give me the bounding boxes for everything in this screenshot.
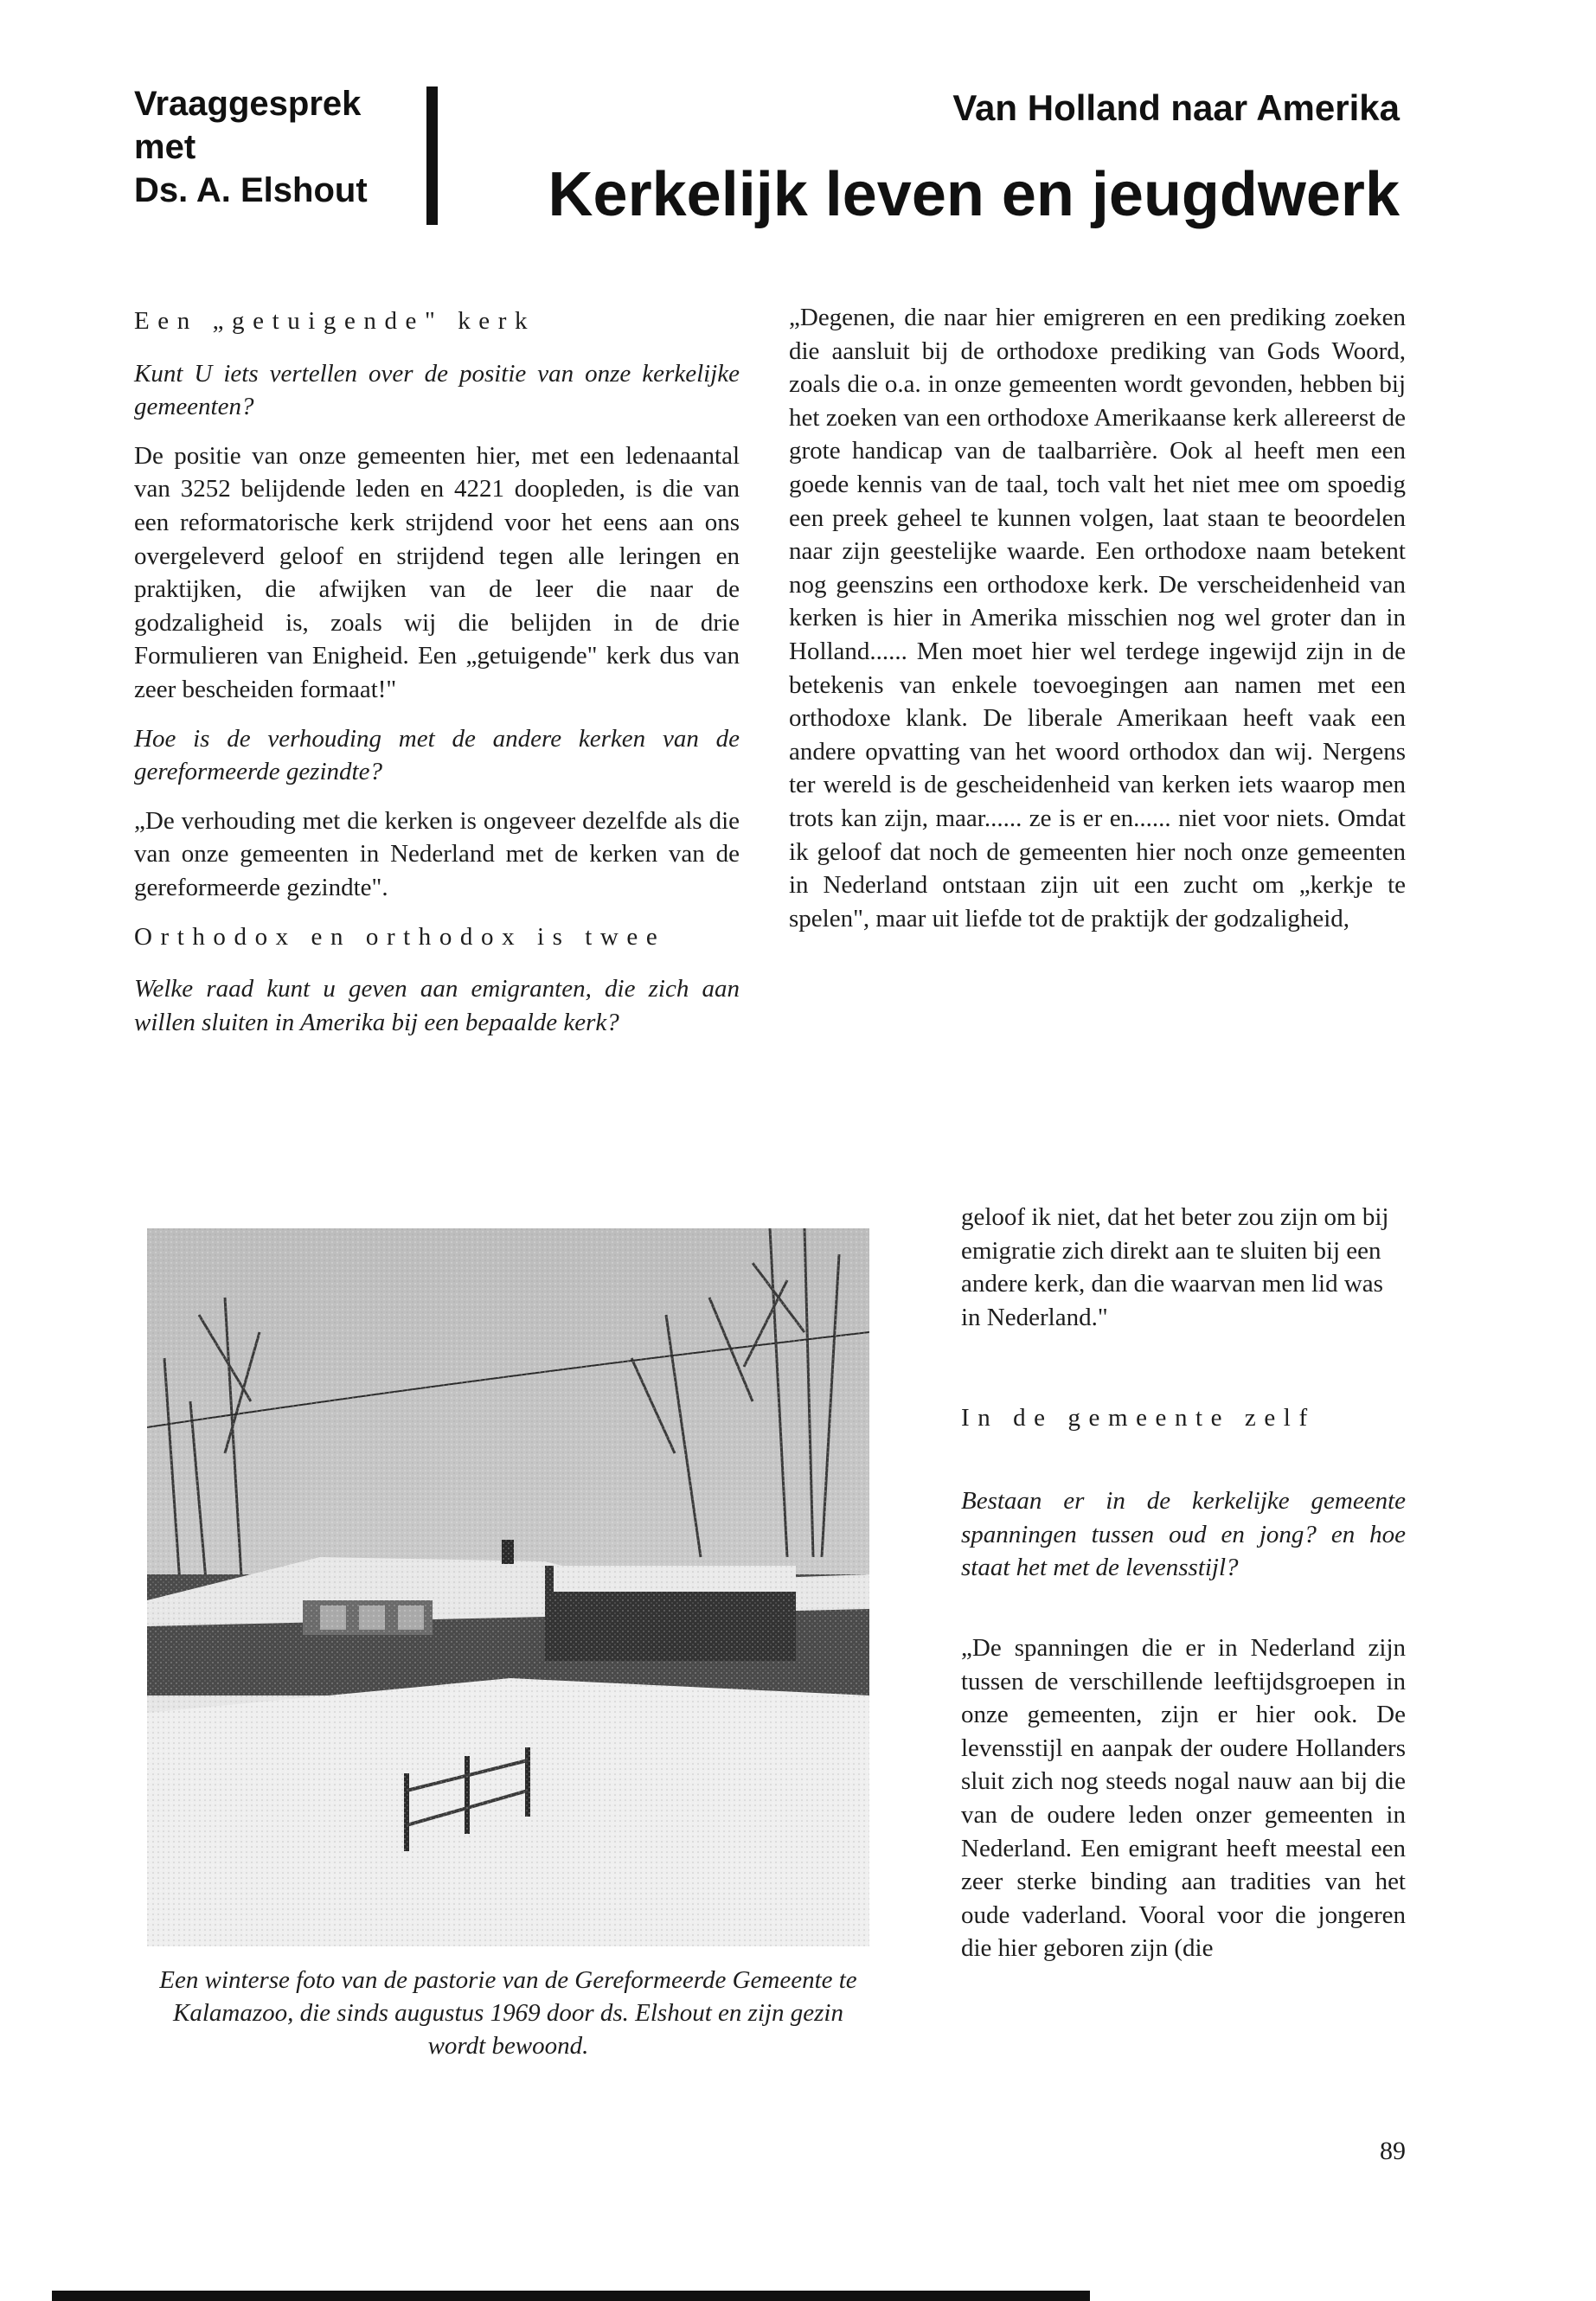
right-column	[789, 301, 1406, 935]
interview-label-line: met	[134, 128, 196, 166]
interview-answer: De positie van onze gemeenten hier, met een ledenaantal van 3252 belijdende leden en 4221 doopleden, is die van een reformatorische kerk strijdend voor het eens aan ons overgeleverd geloof en strijdend tegen alle leringen en praktijken, die afwijken van de leer die naar de godzaligheid is, zoals wij die belijden in de drie Formulieren van Enigheid. Een „getuigende" kerk dus van zeer bescheiden formaat!"	[134, 441, 740, 703]
photo-caption: Een winterse foto van de pastorie van de Gereformeerde Gemeente te Kalamazoo, die sinds augustus 1969 door ds. Elshout en zijn gezin wordt bewoond.	[159, 1966, 857, 2060]
interview-label-line: Vraaggesprek	[134, 85, 362, 123]
page-number: 89	[1380, 2137, 1406, 2165]
parsonage-photo	[147, 1228, 869, 1946]
article-title: Kerkelijk leven en jeugdwerk	[548, 160, 1400, 229]
section-heading: Orthodox en orthodox is twee	[134, 922, 666, 951]
answer-continuation: geloof ik niet, dat het beter zou zijn om bij emigratie zich direkt aan te sluiten bij een andere kerk, dan die waarvan men lid was in Nederland."	[961, 1203, 1389, 1331]
interview-label	[134, 82, 402, 212]
interview-question: Welke raad kunt u geven aan emigranten, die zich aan willen sluiten in Amerika bij een bepaalde kerk?	[134, 975, 740, 1036]
interview-answer: „De verhouding met die kerken is ongeveer dezelfde als die van onze gemeenten in Nederland met de kerken van de gereformeerde gezindte".	[134, 806, 740, 901]
section-heading: Een „getuigende" kerk	[134, 307, 536, 335]
left-column	[134, 304, 740, 1054]
winter-house-photo	[147, 1228, 869, 1946]
section-heading: In de gemeente zelf	[961, 1404, 1316, 1432]
article-kicker: Van Holland naar Amerika	[952, 87, 1400, 128]
header-divider	[426, 87, 438, 225]
scan-edge-bar	[52, 2291, 1090, 2301]
interview-question: Hoe is de verhouding met de andere kerken van de gereformeerde gezindte?	[134, 724, 740, 786]
interview-answer: „Degenen, die naar hier emigreren en een prediking zoeken die aansluit bij de orthodoxe prediking van Gods Woord, zoals die o.a. in onze gemeenten wordt gevonden, hebben bij het zoeken van een orthodoxe Amerikaanse kerk allereerst de grote handicap van de taalbarrière. Ook al heeft men een goede kennis van de taal, toch valt het niet mee om spoedig een preek geheel te kunnen volgen, laat staan te beoordelen naar zijn geestelijke waarde. Een orthodoxe naam betekent nog geenszins een orthodoxe kerk. De verscheidenheid van kerken is hier in Amerika misschien nog wel groter dan in Holland...... Men moet hier wel terdege ingewijd zijn in de betekenis van enkele toevoegingen aan namen met een orthodoxe klank. De liberale Amerikaan heeft vaak een andere opvatting van het woord orthodox dan wij. Nergens ter wereld is de gescheidenheid van kerken iets waarop men trots kan zijn, maar...... ze is er en...... niet voor niets. Omdat ik geloof dat noch de gemeenten hier noch onze gemeenten in Nederland ontstaan zijn uit een zucht om „kerkje te spelen", maar uit liefde tot de praktijk der godzaligheid,	[789, 304, 1406, 933]
interview-question: Kunt U iets vertellen over de positie van onze kerkelijke gemeenten?	[134, 359, 740, 421]
interview-answer: „De spanningen die er in Nederland zijn tussen de verschillende leeftijdsgroepen in onze gemeenten, zijn er hier ook. De levensstijl en aanpak der oudere Hollanders sluit zich nog steeds nogal nauw aan bij die van de oudere leden onzer gemeenten in Nederland. Een emigrant heeft meestal een zeer sterke binding aan tradities van het oude vaderland. Vooral voor die jongeren die hier geboren zijn (die	[961, 1634, 1406, 1963]
interview-label-line: Ds. A. Elshout	[134, 171, 368, 209]
interview-question: Bestaan er in de kerkelijke gemeente spanningen tussen oud en jong? en hoe staat het met de levensstijl?	[961, 1487, 1406, 1582]
